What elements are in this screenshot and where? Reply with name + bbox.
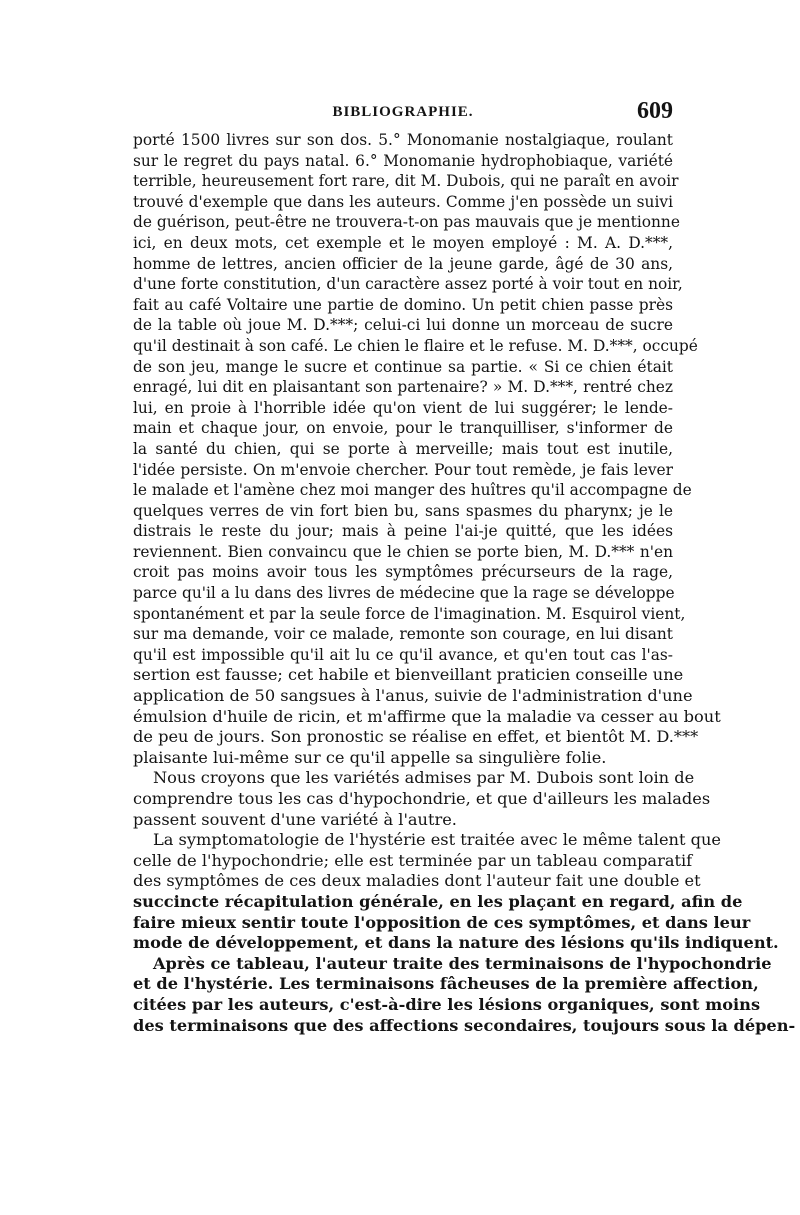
text-line: trouvé d'exemple que dans les auteurs. Comme j'en possède un suivi [133,192,673,211]
text-line: application de 50 sangsues à l'anus, suivie de l'administration d'une [133,686,693,706]
text-line: lui, en proie à l'horrible idée qu'on vient de lui suggérer; le lende- [133,398,673,417]
text-line: de la table où joue M. D.***; celui-ci lui donne un morceau de sucre [133,316,673,335]
text-line: Après ce tableau, l'auteur traite des terminaisons de l'hypochondrie [153,953,772,973]
text-line: sur ma demande, voir ce malade, remonte son courage, en lui disant [133,625,673,644]
text-line: spontanément et par la seule force de l'imagination. M. Esquirol vient, [133,604,686,623]
page-number: 609 [637,98,673,124]
text-line: et de l'hystérie. Les terminaisons fâcheuses de la première affection, [133,974,759,994]
text-line: de peu de jours. Son pronostic se réalise en effet, et bientôt M. D.*** [133,727,699,747]
text-line: qu'il destinait à son café. Le chien le flaire et le refuse. M. D.***, occupé [133,336,698,355]
text-line: l'idée persiste. On m'envoie chercher. Pour tout remède, je fais lever [133,460,673,479]
text-line: fait au café Voltaire une partie de domino. Un petit chien passe près [133,295,673,314]
text-line: succincte récapitulation générale, en les plaçant en regard, afin de [133,891,743,911]
text-line: porté 1500 livres sur son dos. 5.° Monomanie nostalgiaque, roulant [133,131,673,149]
text-line: de guérison, peut-être ne trouvera-t-on pas mauvais que je mentionne [133,213,680,232]
text-line: qu'il est impossible qu'il ait lu ce qu'il avance, et qu'en tout cas l'as- [133,645,673,664]
text-line: quelques verres de vin fort bien bu, sans spasmes du pharynx; je le [133,501,673,520]
text-line: faire mieux sentir toute l'opposition de ces symptômes, et dans leur [133,912,751,932]
text-line: croit pas moins avoir tous les symptômes précurseurs de la rage, [133,563,673,582]
text-line: homme de lettres, ancien officier de la jeune garde, âgé de 30 ans, [133,254,673,273]
text-line: enragé, lui dit en plaisantant son partenaire? » M. D.***, rentré chez [133,378,673,397]
text-line: Nous croyons que les variétés admises par M. Dubois sont loin de [153,768,695,788]
text-line: mode de développement, et dans la nature des lésions qu'ils indiquent. [133,933,779,953]
text-line: des symptômes de ces deux maladies dont l'auteur fait une double et [133,871,701,891]
running-title: BIBLIOGRAPHIE. [332,104,474,120]
text-line: la santé du chien, qui se porte à merveille; mais tout est inutile, [133,439,673,458]
text-line: distrais le reste du jour; mais à peine l'ai-je quitté, que les idées [133,522,673,541]
text-line: le malade et l'amène chez moi manger des huîtres qu'il accompagne de [133,481,692,500]
text-line: celle de l'hypochondrie; elle est terminée par un tableau comparatif [133,850,693,870]
text-line: d'une forte constitution, d'un caractère assez porté à voir tout en noir, [133,275,683,294]
text-line: sur le regret du pays natal. 6.° Monomanie hydrophobiaque, variété [133,151,673,170]
body-text [133,130,796,1036]
text-line: passent souvent d'une variété à l'autre. [133,809,457,829]
running-head [133,98,673,128]
text-line: La symptomatologie de l'hystérie est traitée avec le même talent que [153,830,721,850]
text-line: sertion est fausse; cet habile et bienveillant praticien conseille une [133,665,684,685]
text-line: plaisante lui-même sur ce qu'il appelle sa singulière folie. [133,747,607,767]
text-line: citées par les auteurs, c'est-à-dire les lésions organiques, sont moins [133,994,761,1014]
text-line: des terminaisons que des affections secondaires, toujours sous la dépen- [133,1015,796,1035]
text-line: émulsion d'huile de ricin, et m'affirme que la maladie va cesser au bout [133,706,721,726]
text-line: de son jeu, mange le sucre et continue sa partie. « Si ce chien était [133,357,673,376]
text-line: reviennent. Bien convaincu que le chien se porte bien, M. D.*** n'en [133,542,673,561]
text-line: ici, en deux mots, cet exemple et le moyen employé : M. A. D.***, [133,233,673,252]
text-line: main et chaque jour, on envoie, pour le tranquilliser, s'informer de [133,419,673,438]
text-line: terrible, heureusement fort rare, dit M. Dubois, qui ne paraît en avoir [133,172,679,191]
text-line: comprendre tous les cas d'hypochondrie, et que d'ailleurs les malades [133,789,711,808]
text-line: parce qu'il a lu dans des livres de médecine que la rage se développe [133,584,675,603]
